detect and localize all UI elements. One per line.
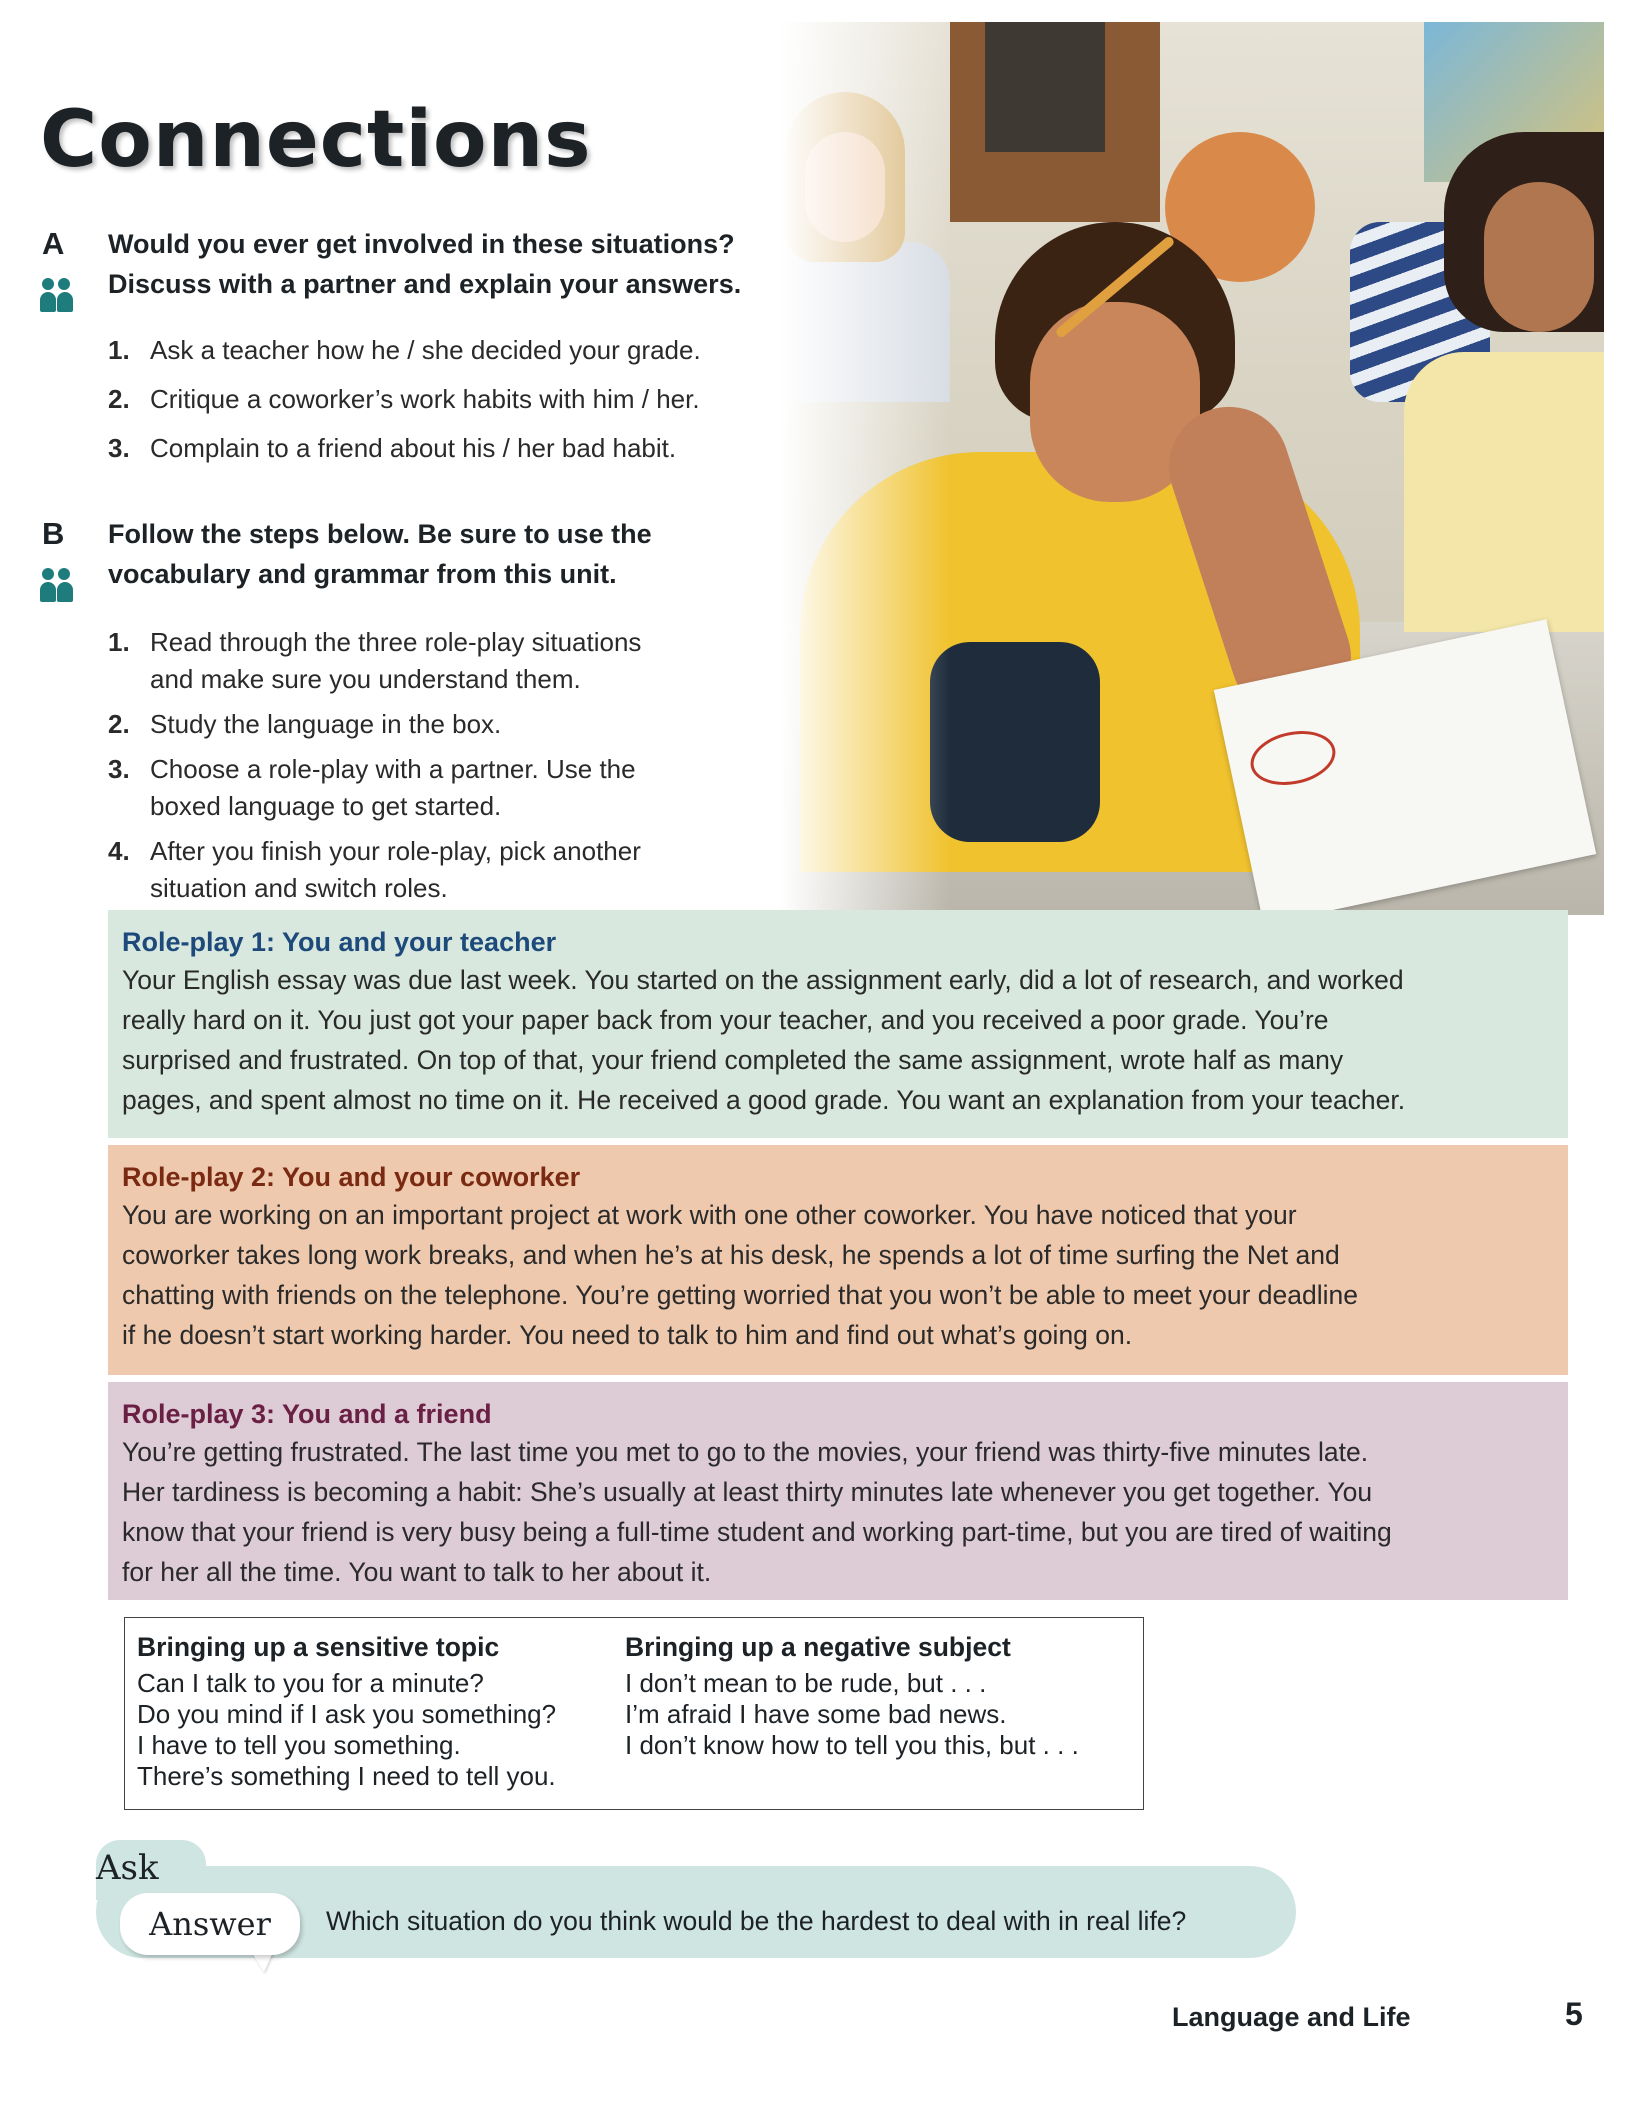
list-item-text: Ask a teacher how he / she decided your grade. <box>150 335 701 365</box>
door-window <box>985 22 1105 152</box>
section-a-prompt-line1: Would you ever get involved in these situations? <box>108 229 735 259</box>
pair-work-icon <box>40 278 74 314</box>
ask-label: Ask <box>96 1848 159 1888</box>
list-item-text: Complain to a friend about his / her bad habit. <box>150 433 677 463</box>
list-item-line: boxed language to get started. <box>150 791 502 821</box>
list-item <box>108 833 748 907</box>
section-b-prompt-line1: Follow the steps below. Be sure to use the <box>108 519 652 549</box>
section-a-list <box>108 332 808 467</box>
language-phrase: Do you mind if I ask you something? <box>137 1699 557 1729</box>
role-play-text <box>122 960 1548 1120</box>
role-play-line: surprised and frustrated. On top of that, your friend completed the same assignment, wrote half as many <box>122 1045 1344 1075</box>
role-play-1-box <box>108 910 1568 1138</box>
role-play-line: coworker takes long work breaks, and when he’s at his desk, he spends a lot of time surfing the Net and <box>122 1240 1340 1270</box>
role-play-text <box>122 1432 1548 1592</box>
role-play-line: You are working on an important project at work with one other coworker. You have noticed that your <box>122 1200 1297 1230</box>
list-item-line: Read through the three role-play situations <box>150 627 642 657</box>
section-a-prompt-line2: Discuss with a partner and explain your answers. <box>108 269 742 299</box>
role-play-heading: Role-play 2: You and your coworker <box>122 1162 581 1192</box>
list-item <box>108 624 748 698</box>
pair-work-icon <box>40 568 74 604</box>
language-phrase: There’s something I need to tell you. <box>137 1761 556 1791</box>
useful-language-box <box>124 1617 1144 1810</box>
list-item <box>108 430 808 467</box>
role-play-3-box <box>108 1382 1568 1600</box>
list-item-text: Critique a coworker’s work habits with him / her. <box>150 384 700 414</box>
language-column-sensitive-topic <box>137 1630 597 1797</box>
list-item <box>108 332 808 369</box>
role-play-2-box <box>108 1145 1568 1375</box>
footer-unit-title: Language and Life <box>1172 2002 1411 2032</box>
section-b-prompt-line2: vocabulary and grammar from this unit. <box>108 559 617 589</box>
language-phrase: I have to tell you something. <box>137 1730 461 1760</box>
role-play-line: Your English essay was due last week. You started on the assignment early, did a lot of research, and worked <box>122 965 1404 995</box>
list-item-text <box>150 751 748 825</box>
section-a-letter: A <box>42 226 65 261</box>
role-play-line: pages, and spent almost no time on it. He received a good grade. You want an explanation from your teacher. <box>122 1085 1406 1115</box>
list-item-number: 3. <box>108 433 130 463</box>
language-phrase: I’m afraid I have some bad news. <box>625 1699 1007 1729</box>
list-item-text <box>150 833 748 907</box>
role-play-heading: Role-play 1: You and your teacher <box>122 927 557 957</box>
language-column-heading: Bringing up a sensitive topic <box>137 1632 500 1662</box>
section-b-letter: B <box>42 516 65 551</box>
list-item-line: Study the language in the box. <box>150 709 502 739</box>
role-play-line: if he doesn’t start working harder. You need to talk to him and find out what’s going on. <box>122 1320 1133 1350</box>
role-play-line: really hard on it. You just got your paper back from your teacher, and you received a poor grade. You’re <box>122 1005 1329 1035</box>
shirt-print <box>930 642 1100 842</box>
page-title: Connections <box>40 95 592 185</box>
list-item-number: 3. <box>108 754 130 784</box>
student-right-shirt <box>1404 352 1604 632</box>
list-item-number: 1. <box>108 335 130 365</box>
section-b-prompt <box>108 514 652 594</box>
role-play-line: chatting with friends on the telephone. You’re getting worried that you won’t be able to meet your deadline <box>122 1280 1359 1310</box>
photo-fade <box>780 22 950 915</box>
role-play-line: know that your friend is very busy being a full-time student and working part-time, but you are tired of waiting <box>122 1517 1392 1547</box>
classroom-photo <box>780 22 1604 915</box>
list-item-number: 2. <box>108 709 130 739</box>
answer-speech-bubble: Answer <box>120 1893 300 1955</box>
role-play-line: You’re getting frustrated. The last time you met to go to the movies, your friend was thirty-five minutes late. <box>122 1437 1369 1467</box>
section-b-list <box>108 624 748 907</box>
list-item-line: Choose a role-play with a partner. Use the <box>150 754 636 784</box>
role-play-heading: Role-play 3: You and a friend <box>122 1399 492 1429</box>
list-item <box>108 706 748 743</box>
role-play-line: Her tardiness is becoming a habit: She’s usually at least thirty minutes late whenever you get together. You <box>122 1477 1373 1507</box>
role-play-line: for her all the time. You want to talk to her about it. <box>122 1557 712 1587</box>
list-item-text <box>150 706 748 743</box>
language-phrase: I don’t mean to be rude, but . . . <box>625 1668 987 1698</box>
list-item-number: 4. <box>108 836 130 866</box>
list-item-line: After you finish your role-play, pick another <box>150 836 641 866</box>
list-item-number: 2. <box>108 384 130 414</box>
list-item-line: and make sure you understand them. <box>150 664 581 694</box>
section-a-prompt <box>108 224 741 304</box>
language-phrase: Can I talk to you for a minute? <box>137 1668 484 1698</box>
role-play-text <box>122 1195 1548 1355</box>
list-item-number: 1. <box>108 627 130 657</box>
language-column-negative-subject <box>625 1630 1085 1797</box>
student-right-face <box>1484 182 1594 332</box>
list-item-text <box>150 624 748 698</box>
page-number: 5 <box>1565 1996 1583 2032</box>
list-item <box>108 381 808 418</box>
list-item <box>108 751 748 825</box>
list-item-line: situation and switch roles. <box>150 873 448 903</box>
discussion-question: Which situation do you think would be the hardest to deal with in real life? <box>326 1906 1187 1936</box>
language-column-heading: Bringing up a negative subject <box>625 1632 1011 1662</box>
language-phrase: I don’t know how to tell you this, but . . . <box>625 1730 1079 1760</box>
